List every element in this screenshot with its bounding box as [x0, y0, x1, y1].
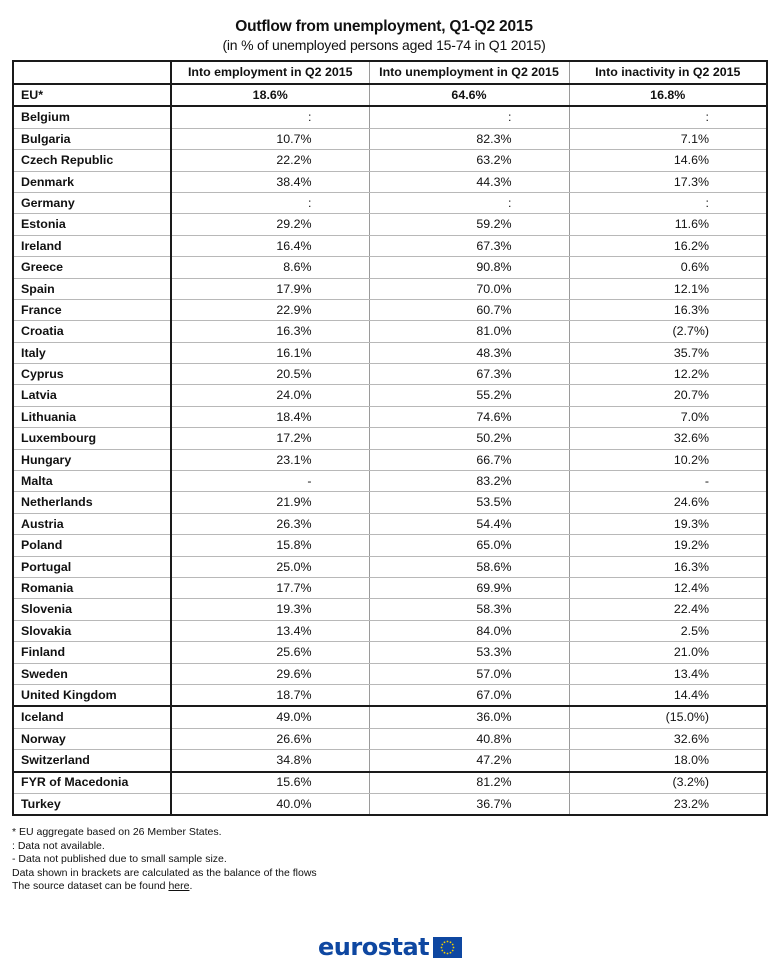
table-row — [13, 772, 767, 794]
cell-into-inactivity: 7.1% — [569, 128, 767, 149]
cell-into-employment: 16.4% — [171, 235, 369, 256]
cell-into-inactivity: 13.4% — [569, 663, 767, 684]
flag-star — [453, 946, 455, 948]
row-name: Poland — [13, 535, 171, 556]
table-row — [13, 192, 767, 213]
cell-into-unemployment: : — [369, 106, 569, 128]
eurostat-wordmark: eurostat — [318, 933, 430, 961]
table-row — [13, 278, 767, 299]
footnotes — [12, 826, 317, 894]
table-row — [13, 471, 767, 492]
row-name: Ireland — [13, 235, 171, 256]
flag-star — [447, 952, 449, 954]
cell-into-employment: 20.5% — [171, 364, 369, 385]
cell-into-employment: 16.3% — [171, 321, 369, 342]
cell-into-unemployment: 53.5% — [369, 492, 569, 513]
cell-into-employment: 15.8% — [171, 535, 369, 556]
cell-into-inactivity: 19.2% — [569, 535, 767, 556]
cell-into-employment: 15.6% — [171, 772, 369, 794]
row-name: Slovakia — [13, 620, 171, 641]
cell-into-inactivity: 17.3% — [569, 171, 767, 192]
row-name: France — [13, 299, 171, 320]
cell-into-unemployment: 81.2% — [369, 772, 569, 794]
cell-into-unemployment: 67.3% — [369, 235, 569, 256]
table-row — [13, 556, 767, 577]
cell-into-inactivity: 18.0% — [569, 750, 767, 772]
row-name: Iceland — [13, 706, 171, 728]
cell-into-unemployment: 90.8% — [369, 257, 569, 278]
page-title: Outflow from unemployment, Q1-Q2 2015 — [235, 18, 533, 35]
cell-into-unemployment: 54.4% — [369, 513, 569, 534]
cell-into-employment: 16.1% — [171, 342, 369, 363]
cell-into-unemployment: 55.2% — [369, 385, 569, 406]
source-suffix: . — [189, 880, 193, 893]
cell-into-unemployment: 48.3% — [369, 342, 569, 363]
table-row — [13, 620, 767, 641]
row-name: Sweden — [13, 663, 171, 684]
cell-into-inactivity: 32.6% — [569, 728, 767, 749]
cell-into-employment: : — [171, 106, 369, 128]
cell-into-inactivity: 32.6% — [569, 428, 767, 449]
table-row — [13, 706, 767, 728]
flag-star — [447, 940, 449, 942]
cell-into-inactivity: 16.2% — [569, 235, 767, 256]
row-name: Slovenia — [13, 599, 171, 620]
flag-star — [452, 943, 454, 945]
header-into-employment: Into employment in Q2 2015 — [171, 61, 369, 84]
table-header-row — [13, 61, 767, 84]
cell-into-unemployment: 59.2% — [369, 214, 569, 235]
flag-star — [442, 949, 444, 951]
table-row — [13, 492, 767, 513]
table-row — [13, 642, 767, 663]
cell-into-unemployment: 60.7% — [369, 299, 569, 320]
flag-star — [441, 946, 443, 948]
cell-into-inactivity: 21.0% — [569, 642, 767, 663]
cell-into-unemployment: 65.0% — [369, 535, 569, 556]
cell-into-employment: 18.7% — [171, 684, 369, 706]
table-row — [13, 364, 767, 385]
table-row — [13, 599, 767, 620]
cell-into-employment: 13.4% — [171, 620, 369, 641]
cell-into-unemployment: 83.2% — [369, 471, 569, 492]
cell-into-inactivity: 22.4% — [569, 599, 767, 620]
row-name: Luxembourg — [13, 428, 171, 449]
table-row — [13, 235, 767, 256]
cell-into-unemployment: 58.3% — [369, 599, 569, 620]
row-name: EU* — [13, 84, 171, 106]
page-subtitle: (in % of unemployed persons aged 15-74 in Q1 2015) — [222, 37, 546, 53]
row-name: Cyprus — [13, 364, 171, 385]
cell-into-unemployment: 81.0% — [369, 321, 569, 342]
cell-into-employment: - — [171, 471, 369, 492]
cell-into-inactivity: : — [569, 106, 767, 128]
cell-into-employment: : — [171, 192, 369, 213]
cell-into-inactivity: - — [569, 471, 767, 492]
cell-into-inactivity: 16.8% — [569, 84, 767, 106]
cell-into-unemployment: 40.8% — [369, 728, 569, 749]
cell-into-employment: 10.7% — [171, 128, 369, 149]
flag-star — [452, 949, 454, 951]
cell-into-employment: 21.9% — [171, 492, 369, 513]
cell-into-employment: 26.6% — [171, 728, 369, 749]
table-row — [13, 750, 767, 772]
row-name: Estonia — [13, 214, 171, 235]
row-name: Norway — [13, 728, 171, 749]
cell-into-unemployment: 50.2% — [369, 428, 569, 449]
row-name: Croatia — [13, 321, 171, 342]
row-name: Lithuania — [13, 406, 171, 427]
table-row — [13, 406, 767, 427]
cell-into-inactivity: 12.2% — [569, 364, 767, 385]
cell-into-unemployment: 64.6% — [369, 84, 569, 106]
footnote-brackets: Data shown in brackets are calculated as the balance of the flows — [12, 866, 317, 879]
table-row — [13, 577, 767, 598]
cell-into-employment: 38.4% — [171, 171, 369, 192]
cell-into-inactivity: (2.7%) — [569, 321, 767, 342]
row-name: Turkey — [13, 793, 171, 815]
row-name: Austria — [13, 513, 171, 534]
cell-into-employment: 17.7% — [171, 577, 369, 598]
table-row — [13, 428, 767, 449]
row-name: Germany — [13, 192, 171, 213]
cell-into-unemployment: 53.3% — [369, 642, 569, 663]
row-name: Hungary — [13, 449, 171, 470]
cell-into-employment: 8.6% — [171, 257, 369, 278]
table-row-eu — [13, 84, 767, 106]
row-name: Malta — [13, 471, 171, 492]
cell-into-inactivity: : — [569, 192, 767, 213]
cell-into-inactivity: 20.7% — [569, 385, 767, 406]
cell-into-employment: 40.0% — [171, 793, 369, 815]
table-row — [13, 171, 767, 192]
row-name: Greece — [13, 257, 171, 278]
footnote-not-available: : Data not available. — [12, 839, 105, 852]
cell-into-inactivity: 0.6% — [569, 257, 767, 278]
cell-into-inactivity: 12.4% — [569, 577, 767, 598]
flag-star — [450, 941, 452, 943]
table-row — [13, 299, 767, 320]
cell-into-unemployment: 69.9% — [369, 577, 569, 598]
table-row — [13, 342, 767, 363]
cell-into-unemployment: 63.2% — [369, 150, 569, 171]
cell-into-unemployment: 70.0% — [369, 278, 569, 299]
table-row — [13, 793, 767, 815]
cell-into-employment: 24.0% — [171, 385, 369, 406]
cell-into-unemployment: 47.2% — [369, 750, 569, 772]
table-row — [13, 214, 767, 235]
cell-into-inactivity: 10.2% — [569, 449, 767, 470]
cell-into-employment: 22.2% — [171, 150, 369, 171]
row-name: Netherlands — [13, 492, 171, 513]
row-name: Bulgaria — [13, 128, 171, 149]
cell-into-employment: 26.3% — [171, 513, 369, 534]
cell-into-inactivity: (15.0%) — [569, 706, 767, 728]
row-name: Belgium — [13, 106, 171, 128]
cell-into-employment: 17.2% — [171, 428, 369, 449]
cell-into-employment: 49.0% — [171, 706, 369, 728]
cell-into-unemployment: 66.7% — [369, 449, 569, 470]
cell-into-inactivity: 16.3% — [569, 556, 767, 577]
cell-into-inactivity: 23.2% — [569, 793, 767, 815]
table-row — [13, 128, 767, 149]
row-name: FYR of Macedonia — [13, 772, 171, 794]
cell-into-employment: 29.6% — [171, 663, 369, 684]
footnote-eu-aggregate: * EU aggregate based on 26 Member States. — [12, 826, 222, 838]
table-row — [13, 150, 767, 171]
cell-into-unemployment: 36.7% — [369, 793, 569, 815]
cell-into-employment: 17.9% — [171, 278, 369, 299]
cell-into-inactivity: 14.6% — [569, 150, 767, 171]
table-row — [13, 663, 767, 684]
cell-into-unemployment: 82.3% — [369, 128, 569, 149]
cell-into-employment: 18.6% — [171, 84, 369, 106]
cell-into-employment: 25.6% — [171, 642, 369, 663]
cell-into-inactivity: 19.3% — [569, 513, 767, 534]
cell-into-employment: 34.8% — [171, 750, 369, 772]
header-into-inactivity: Into inactivity in Q2 2015 — [569, 61, 767, 84]
row-name: Finland — [13, 642, 171, 663]
cell-into-inactivity: (3.2%) — [569, 772, 767, 794]
cell-into-employment: 29.2% — [171, 214, 369, 235]
cell-into-unemployment: 36.0% — [369, 706, 569, 728]
row-name: Romania — [13, 577, 171, 598]
header-blank — [13, 61, 171, 84]
eurostat-logo — [318, 932, 462, 962]
row-name: United Kingdom — [13, 684, 171, 706]
footnote-source — [12, 880, 317, 894]
row-name: Czech Republic — [13, 150, 171, 171]
cell-into-inactivity: 11.6% — [569, 214, 767, 235]
table-row — [13, 728, 767, 749]
flag-star — [444, 941, 446, 943]
cell-into-inactivity: 2.5% — [569, 620, 767, 641]
row-name: Denmark — [13, 171, 171, 192]
cell-into-unemployment: : — [369, 192, 569, 213]
row-name: Italy — [13, 342, 171, 363]
eu-flag-icon — [433, 937, 462, 958]
header-into-unemployment: Into unemployment in Q2 2015 — [369, 61, 569, 84]
footnote-not-published: - Data not published due to small sample size. — [12, 853, 227, 866]
table-row — [13, 385, 767, 406]
flag-star — [442, 943, 444, 945]
cell-into-unemployment: 44.3% — [369, 171, 569, 192]
outflow-table — [12, 60, 768, 816]
cell-into-unemployment: 74.6% — [369, 406, 569, 427]
cell-into-unemployment: 84.0% — [369, 620, 569, 641]
cell-into-inactivity: 24.6% — [569, 492, 767, 513]
table-row — [13, 684, 767, 706]
cell-into-unemployment: 58.6% — [369, 556, 569, 577]
cell-into-inactivity: 16.3% — [569, 299, 767, 320]
cell-into-employment: 18.4% — [171, 406, 369, 427]
source-prefix: The source dataset can be found — [12, 880, 169, 893]
cell-into-unemployment: 67.0% — [369, 684, 569, 706]
row-name: Spain — [13, 278, 171, 299]
cell-into-inactivity: 7.0% — [569, 406, 767, 427]
table-row — [13, 449, 767, 470]
table-row — [13, 321, 767, 342]
table-row — [13, 535, 767, 556]
cell-into-inactivity: 12.1% — [569, 278, 767, 299]
cell-into-employment: 25.0% — [171, 556, 369, 577]
table-row — [13, 513, 767, 534]
table-row — [13, 257, 767, 278]
cell-into-employment: 23.1% — [171, 449, 369, 470]
source-link[interactable]: here — [168, 880, 190, 893]
flag-star — [444, 951, 446, 953]
cell-into-inactivity: 14.4% — [569, 684, 767, 706]
table-row — [13, 106, 767, 128]
row-name: Switzerland — [13, 750, 171, 772]
cell-into-inactivity: 35.7% — [569, 342, 767, 363]
row-name: Portugal — [13, 556, 171, 577]
cell-into-employment: 19.3% — [171, 599, 369, 620]
cell-into-unemployment: 57.0% — [369, 663, 569, 684]
flag-star — [450, 951, 452, 953]
cell-into-unemployment: 67.3% — [369, 364, 569, 385]
row-name: Latvia — [13, 385, 171, 406]
cell-into-employment: 22.9% — [171, 299, 369, 320]
